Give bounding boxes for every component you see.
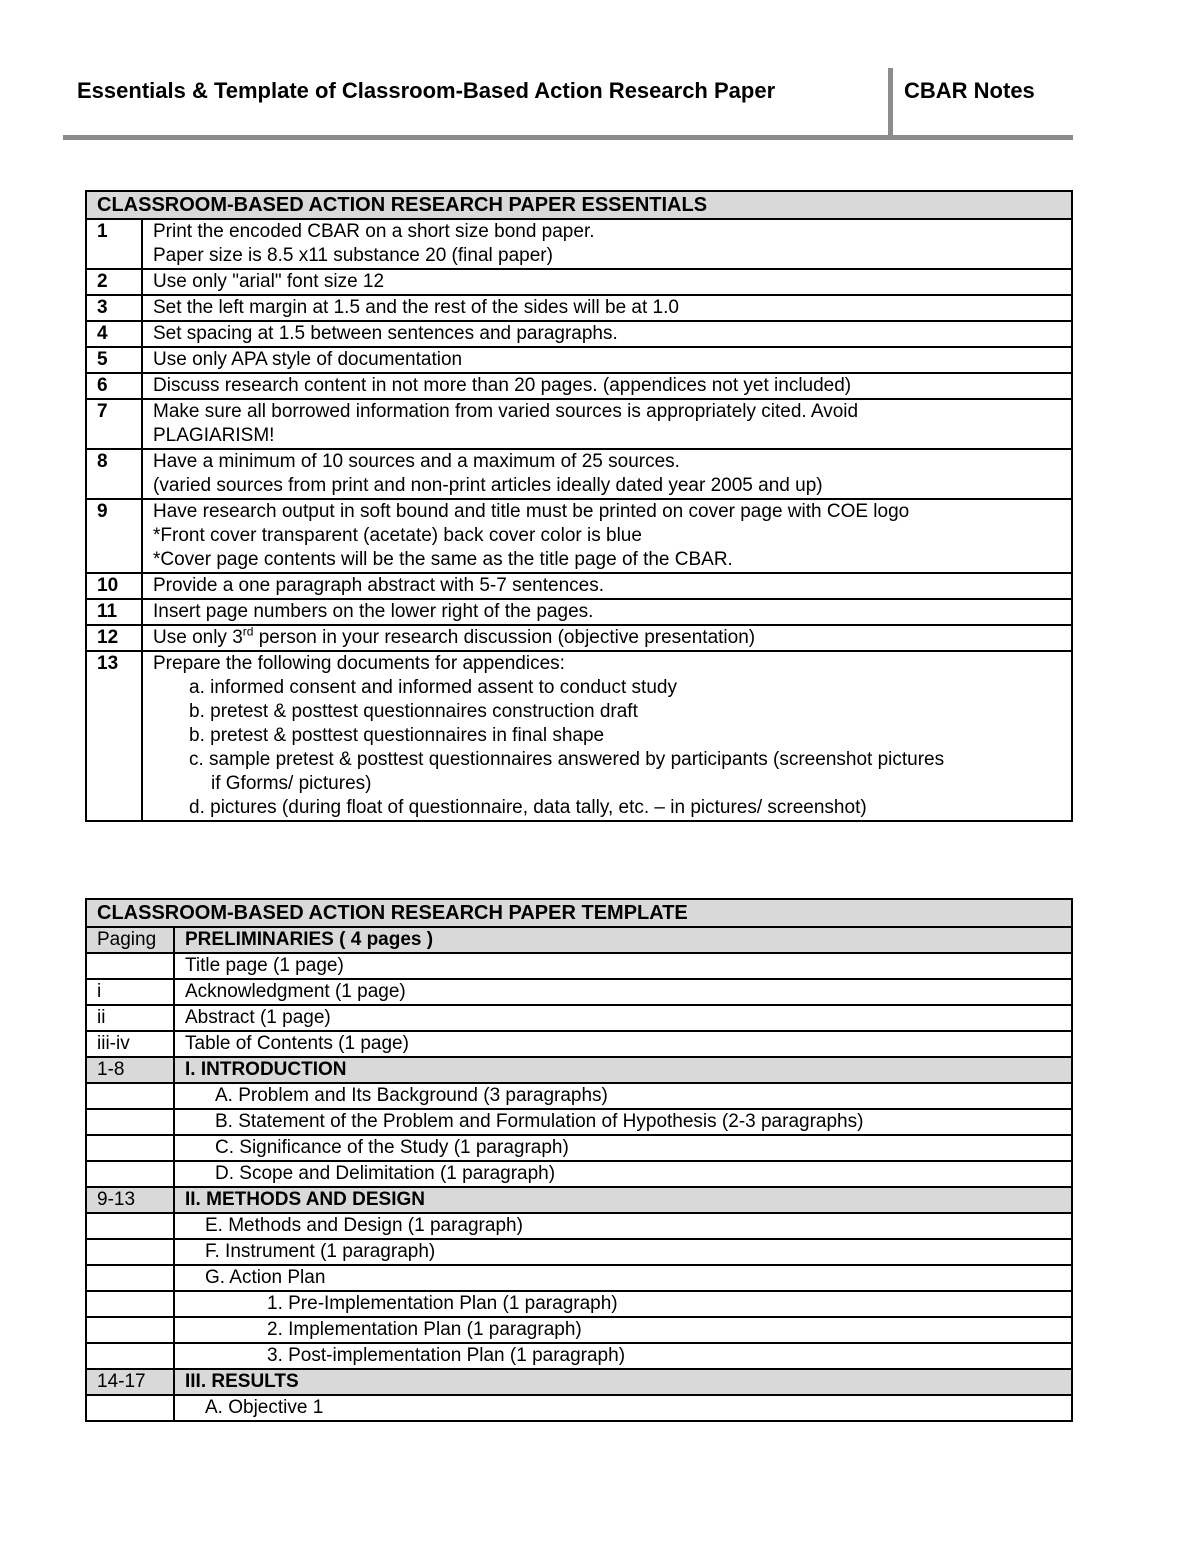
section-cell bbox=[174, 927, 1072, 953]
item-number: 2 bbox=[86, 269, 142, 295]
template-table bbox=[85, 898, 1073, 1422]
item-text bbox=[142, 373, 1072, 399]
item-text bbox=[142, 599, 1072, 625]
section-cell bbox=[174, 1109, 1072, 1135]
item-text bbox=[142, 269, 1072, 295]
item-text bbox=[142, 295, 1072, 321]
section-cell bbox=[174, 1083, 1072, 1109]
appendix-item: d. pictures (during float of questionnaire, data tally, etc. – in pictures/ screenshot) bbox=[189, 797, 867, 818]
section-label: E. Methods and Design (1 paragraph) bbox=[205, 1215, 523, 1236]
section-label: 1. Pre-Implementation Plan (1 paragraph) bbox=[267, 1293, 618, 1314]
section-cell bbox=[174, 1187, 1072, 1213]
item-line: Make sure all borrowed information from varied sources is appropriately cited. Avoid bbox=[153, 401, 859, 422]
template-row bbox=[86, 1135, 1072, 1161]
page-range bbox=[86, 1213, 174, 1239]
template-row bbox=[86, 1213, 1072, 1239]
section-cell bbox=[174, 1265, 1072, 1291]
item-line: Have research output in soft bound and title must be printed on cover page with COE logo bbox=[153, 501, 910, 522]
item-line: (varied sources from print and non-print articles ideally dated year 2005 and up) bbox=[153, 475, 823, 496]
section-cell bbox=[174, 1369, 1072, 1395]
essentials-row bbox=[86, 651, 1072, 821]
essentials-row bbox=[86, 399, 1072, 449]
essentials-row bbox=[86, 321, 1072, 347]
appendix-item: c. sample pretest & posttest questionnaires answered by participants (screenshot pictures bbox=[189, 749, 945, 770]
essentials-row bbox=[86, 449, 1072, 499]
appendix-item: a. informed consent and informed assent to conduct study bbox=[189, 677, 677, 698]
template-row bbox=[86, 1343, 1072, 1369]
item-line: Print the encoded CBAR on a short size bond paper. bbox=[153, 221, 595, 242]
section-label: 2. Implementation Plan (1 paragraph) bbox=[267, 1319, 582, 1340]
page-range bbox=[86, 1161, 174, 1187]
essentials-heading: CLASSROOM-BASED ACTION RESEARCH PAPER ESSENTIALS bbox=[86, 191, 1072, 219]
item-number: 12 bbox=[86, 625, 142, 651]
section-cell bbox=[174, 1213, 1072, 1239]
page-range: Paging bbox=[86, 927, 174, 953]
item-line: Provide a one paragraph abstract with 5-7 sentences. bbox=[153, 575, 604, 596]
section-cell bbox=[174, 1005, 1072, 1031]
section-label: II. METHODS AND DESIGN bbox=[185, 1189, 425, 1210]
item-intro: Prepare the following documents for appendices: bbox=[153, 653, 565, 674]
essentials-row bbox=[86, 373, 1072, 399]
appendix-item: b. pretest & posttest questionnaires construction draft bbox=[189, 701, 638, 722]
page-range: 14-17 bbox=[86, 1369, 174, 1395]
item-number: 7 bbox=[86, 399, 142, 449]
page-range bbox=[86, 1395, 174, 1421]
section-label: B. Statement of the Problem and Formulation of Hypothesis (2-3 paragraphs) bbox=[215, 1111, 864, 1132]
page-range bbox=[86, 1265, 174, 1291]
section-cell bbox=[174, 1343, 1072, 1369]
section-label: G. Action Plan bbox=[205, 1267, 326, 1288]
header-note: CBAR Notes bbox=[904, 78, 1035, 103]
item-number: 13 bbox=[86, 651, 142, 821]
section-label: D. Scope and Delimitation (1 paragraph) bbox=[215, 1163, 556, 1184]
template-row bbox=[86, 1239, 1072, 1265]
appendix-item: b. pretest & posttest questionnaires in final shape bbox=[189, 725, 605, 746]
appendix-item-continued: if Gforms/ pictures) bbox=[211, 773, 372, 794]
section-cell bbox=[174, 1031, 1072, 1057]
template-body bbox=[86, 927, 1072, 1421]
item-line: Set spacing at 1.5 between sentences and paragraphs. bbox=[153, 323, 618, 344]
template-row bbox=[86, 1369, 1072, 1395]
item-line: Have a minimum of 10 sources and a maximum of 25 sources. bbox=[153, 451, 680, 472]
section-cell bbox=[174, 1291, 1072, 1317]
essentials-table bbox=[85, 190, 1073, 822]
item-line: Insert page numbers on the lower right of the pages. bbox=[153, 601, 594, 622]
template-row bbox=[86, 1005, 1072, 1031]
essentials-row bbox=[86, 347, 1072, 373]
template-row bbox=[86, 1317, 1072, 1343]
essentials-row bbox=[86, 599, 1072, 625]
section-label: 3. Post-implementation Plan (1 paragraph) bbox=[267, 1345, 626, 1366]
section-cell bbox=[174, 1057, 1072, 1083]
section-label: PRELIMINARIES ( 4 pages ) bbox=[185, 929, 434, 950]
item-text bbox=[142, 219, 1072, 269]
header-divider bbox=[888, 68, 893, 136]
page-range bbox=[86, 1083, 174, 1109]
item-number: 5 bbox=[86, 347, 142, 373]
template-row bbox=[86, 927, 1072, 953]
section-cell bbox=[174, 1317, 1072, 1343]
page-range bbox=[86, 1317, 174, 1343]
section-cell bbox=[174, 1239, 1072, 1265]
template-row bbox=[86, 1291, 1072, 1317]
item-number: 8 bbox=[86, 449, 142, 499]
item-number: 10 bbox=[86, 573, 142, 599]
template-row bbox=[86, 1031, 1072, 1057]
template-row bbox=[86, 1161, 1072, 1187]
section-label: Abstract (1 page) bbox=[185, 1007, 331, 1028]
item-number: 9 bbox=[86, 499, 142, 573]
section-cell bbox=[174, 953, 1072, 979]
section-label: A. Problem and Its Background (3 paragraphs) bbox=[215, 1085, 608, 1106]
template-row bbox=[86, 1395, 1072, 1421]
item-line: Paper size is 8.5 x11 substance 20 (final paper) bbox=[153, 245, 553, 266]
essentials-heading-row bbox=[86, 191, 1072, 219]
item-text bbox=[142, 321, 1072, 347]
template-row bbox=[86, 1083, 1072, 1109]
item-text bbox=[142, 449, 1072, 499]
page-range: iii-iv bbox=[86, 1031, 174, 1057]
page-range bbox=[86, 1291, 174, 1317]
page-range bbox=[86, 1109, 174, 1135]
essentials-body bbox=[86, 219, 1072, 625]
page-range: i bbox=[86, 979, 174, 1005]
page-range bbox=[86, 1135, 174, 1161]
item-line: Use only "arial" font size 12 bbox=[153, 271, 385, 292]
template-heading-row bbox=[86, 899, 1072, 927]
header-rule bbox=[63, 135, 1073, 140]
template-row bbox=[86, 1187, 1072, 1213]
document-title: Essentials & Template of Classroom-Based Action Research Paper bbox=[77, 78, 776, 103]
section-label: A. Objective 1 bbox=[205, 1397, 324, 1418]
section-label: Title page (1 page) bbox=[185, 955, 344, 976]
item-text bbox=[142, 347, 1072, 373]
item-text bbox=[142, 573, 1072, 599]
item-number: 6 bbox=[86, 373, 142, 399]
page-range bbox=[86, 1239, 174, 1265]
item-text bbox=[142, 651, 1072, 821]
item-line: Discuss research content in not more than 20 pages. (appendices not yet included) bbox=[153, 375, 852, 396]
page-range bbox=[86, 953, 174, 979]
page-range: 1-8 bbox=[86, 1057, 174, 1083]
item-line: Set the left margin at 1.5 and the rest of the sides will be at 1.0 bbox=[153, 297, 679, 318]
section-label: Table of Contents (1 page) bbox=[185, 1033, 409, 1054]
item-number: 11 bbox=[86, 599, 142, 625]
section-label: I. INTRODUCTION bbox=[185, 1059, 347, 1080]
page-range: 9-13 bbox=[86, 1187, 174, 1213]
item-number: 4 bbox=[86, 321, 142, 347]
essentials-row bbox=[86, 573, 1072, 599]
section-cell bbox=[174, 979, 1072, 1005]
essentials-row bbox=[86, 499, 1072, 573]
template-row bbox=[86, 1057, 1072, 1083]
item-number: 1 bbox=[86, 219, 142, 269]
section-label: F. Instrument (1 paragraph) bbox=[205, 1241, 436, 1262]
template-row bbox=[86, 953, 1072, 979]
section-cell bbox=[174, 1395, 1072, 1421]
item-number: 3 bbox=[86, 295, 142, 321]
section-cell bbox=[174, 1135, 1072, 1161]
essentials-row bbox=[86, 269, 1072, 295]
item-line: *Front cover transparent (acetate) back cover color is blue bbox=[153, 525, 642, 546]
page-range bbox=[86, 1343, 174, 1369]
section-cell bbox=[174, 1161, 1072, 1187]
template-heading: CLASSROOM-BASED ACTION RESEARCH PAPER TEMPLATE bbox=[86, 899, 1072, 927]
template-row bbox=[86, 979, 1072, 1005]
section-label: III. RESULTS bbox=[185, 1371, 299, 1392]
item-line: Use only APA style of documentation bbox=[153, 349, 463, 370]
page-range: ii bbox=[86, 1005, 174, 1031]
item-text: Use only 3rd person in your research discussion (objective presentation) bbox=[142, 625, 1072, 651]
item-text bbox=[142, 399, 1072, 449]
item-line: *Cover page contents will be the same as the title page of the CBAR. bbox=[153, 549, 733, 570]
template-row bbox=[86, 1265, 1072, 1291]
item-line: PLAGIARISM! bbox=[153, 425, 275, 446]
template-row bbox=[86, 1109, 1072, 1135]
essentials-row bbox=[86, 219, 1072, 269]
section-label: C. Significance of the Study (1 paragraph) bbox=[215, 1137, 569, 1158]
essentials-row bbox=[86, 625, 1072, 651]
item-text bbox=[142, 499, 1072, 573]
ordinal-superscript: rd bbox=[242, 625, 254, 639]
section-label: Acknowledgment (1 page) bbox=[185, 981, 406, 1002]
essentials-row bbox=[86, 295, 1072, 321]
